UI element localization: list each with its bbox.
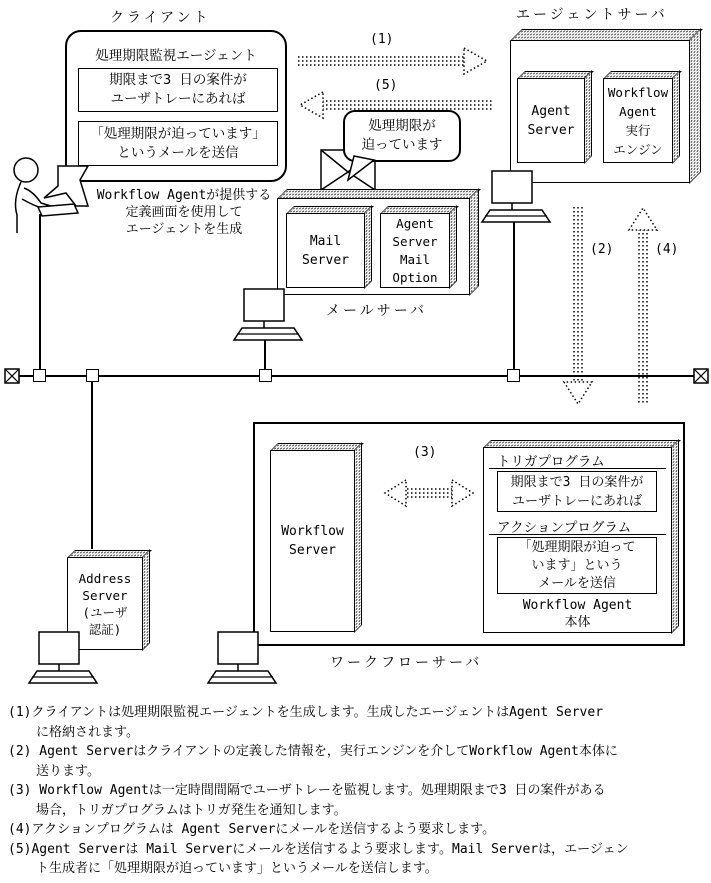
agent-server-box <box>517 78 585 163</box>
mail-server-box <box>286 213 365 288</box>
client-action-line2: というメールを送信 <box>117 144 239 161</box>
action-body-line1: 「処理期限が迫って <box>518 539 636 555</box>
workflow-agent-body-label <box>483 597 672 631</box>
client-condition-line1: 期限まで3 日の案件が <box>109 72 247 88</box>
trigger-condition-box <box>497 471 657 512</box>
agent-server-box-line1: Agent <box>531 103 571 119</box>
client-action-line1: 「処理期限が迫っています」 <box>90 125 266 142</box>
deadline-bubble-line1: 処理期限が <box>368 118 436 134</box>
workflow-engine-line4: エンジン <box>613 141 663 157</box>
action-body-line2: います」という <box>531 557 623 573</box>
footnote-5: (5)Agent Serverは Mail Serverにメールを送信するよう要求します。Mail Serverは，エージェン <box>8 841 629 857</box>
client-agent-title: 処理期限監視エージェント <box>95 48 257 64</box>
workflow-engine-line2: Agent <box>619 103 657 119</box>
workflow-engine-line1: Workflow <box>607 84 669 100</box>
arrow-3-label: (3) <box>413 445 437 460</box>
workflow-agent-body-label-line2: 本体 <box>564 615 591 630</box>
agent-drop-line <box>513 222 515 370</box>
arrow-4-label: (4) <box>655 242 679 257</box>
arrow-3-icon <box>381 474 477 512</box>
workflow-engine-box <box>603 78 673 163</box>
network-tap-mail <box>259 369 272 382</box>
action-body-box <box>497 537 657 594</box>
workflow-server-box-line1: Workflow <box>281 524 344 539</box>
mail-drop-line <box>264 340 266 370</box>
address-server-line3: (ユーザ <box>82 604 128 620</box>
network-backbone-line <box>18 375 694 377</box>
network-tap-agent <box>507 369 520 382</box>
workflow-server-label: ワークフローサーバ <box>330 655 483 671</box>
trigger-condition-line2: ユーザトレーにあれば <box>511 493 642 509</box>
footnote-3-cont: 場合，トリガプログラムはトリガ発生を通知します。 <box>36 802 347 818</box>
mail-option-line3: Mail <box>399 251 431 267</box>
workflow-server-box-line2: Server <box>289 543 336 558</box>
address-drop-line <box>91 382 93 549</box>
client-section-title: クライアント <box>110 10 211 26</box>
workflow-engine-line3: 実行 <box>625 122 651 138</box>
workflow-server-box <box>270 450 355 632</box>
mail-server-label: メールサーバ <box>326 303 428 319</box>
trigger-condition-line1: 期限まで3 日の案件が <box>510 474 644 490</box>
deadline-bubble-line2: 迫っています <box>361 137 443 153</box>
client-caption <box>96 187 272 238</box>
footnote-2-cont: 送ります。 <box>36 763 100 779</box>
workflow-server-computer-icon <box>206 631 278 685</box>
address-server-computer-icon <box>27 631 99 685</box>
client-condition-box <box>78 68 278 112</box>
mail-option-line2: Server <box>392 233 438 249</box>
mail-option-box <box>380 213 450 288</box>
deadline-bubble-tail <box>346 154 376 182</box>
arrow-2-label: (2) <box>590 242 614 257</box>
client-caption-line3: エージェントを生成 <box>125 222 243 237</box>
network-tap-client <box>33 369 46 382</box>
mail-option-line1: Agent <box>396 215 434 231</box>
mail-option-line4: Option <box>392 269 438 285</box>
footnotes-block <box>8 703 708 879</box>
footnote-3: (3) Workflow Agentは一定時間間隔でユーザトレーを監視します。処理期限まで3 日の案件がある <box>8 783 606 798</box>
deadline-bubble-text <box>343 117 461 155</box>
mail-server-box-line1: Mail <box>309 233 342 249</box>
client-drop-line <box>39 214 41 370</box>
trigger-program-heading: トリガプログラム <box>489 450 666 469</box>
arrow-1-label: (1) <box>370 32 394 47</box>
action-program-heading: アクションプログラム <box>489 516 666 535</box>
person-icon <box>2 155 80 235</box>
client-caption-line2: 定義画面を使用して <box>125 205 243 220</box>
network-terminator-left-icon <box>4 368 20 384</box>
agent-server-computer-icon <box>480 170 552 224</box>
footnote-1-cont: に格納されます。 <box>36 724 139 740</box>
footnote-2: (2) Agent Serverはクライアントの定義した情報を，実行エンジンを介してWorkflow Agent本体に <box>8 744 618 759</box>
arrow-1-icon <box>296 44 492 80</box>
action-body-line3: メールを送信 <box>538 575 616 591</box>
footnote-4: (4)アクションプログラムは Agent Serverにメールを送信するよう要求します。 <box>8 822 496 837</box>
mail-server-box-line2: Server <box>302 252 349 268</box>
mail-server-computer-icon <box>232 288 304 342</box>
network-terminator-right-icon <box>693 368 709 384</box>
client-condition-line2: ユーザトレーにあれば <box>110 91 246 107</box>
footnote-1: (1)クライアントは処理期限監視エージェントを生成します。生成したエージェントはAgent Server <box>8 705 604 720</box>
arrow-5-label: (5) <box>374 78 398 93</box>
address-server-line1: Address <box>78 570 132 586</box>
network-tap-address <box>86 369 99 382</box>
address-server-line4: 認証) <box>88 621 122 637</box>
workflow-agent-body-label-line1: Workflow Agent <box>522 598 633 613</box>
client-caption-line1: Workflow Agentが提供する <box>96 188 272 203</box>
client-action-box <box>78 121 278 166</box>
agent-server-box-line2: Server <box>527 122 575 138</box>
address-server-line2: Server <box>82 587 128 603</box>
footnote-5-cont: ト生成者に「処理期限が迫っています」というメールを送信します。 <box>36 861 438 876</box>
agent-server-section-title: エージェントサーバ <box>516 7 668 23</box>
